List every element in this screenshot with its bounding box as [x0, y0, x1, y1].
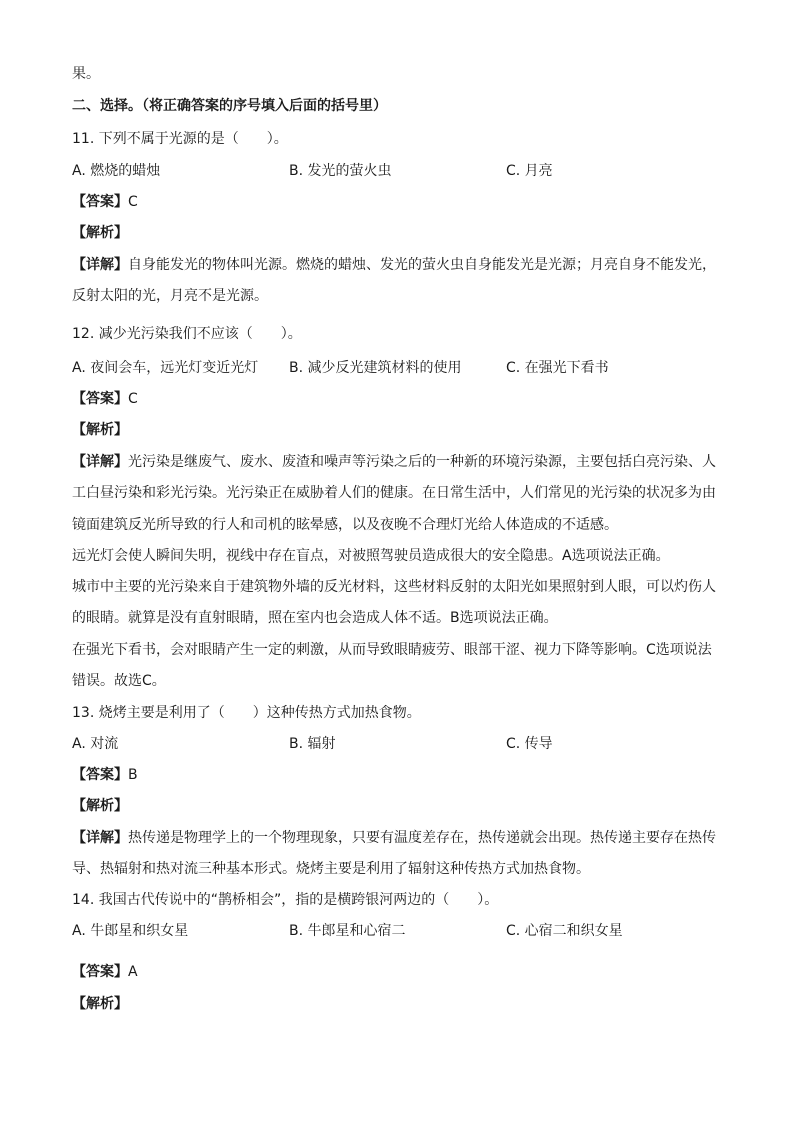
question-12-detail-line-1	[72, 453, 716, 471]
answer-value: C	[128, 391, 138, 407]
answer-value: C	[128, 194, 138, 210]
previous-answer-tail: 果。	[72, 66, 100, 82]
answer-tag: 【答案】	[72, 194, 128, 210]
question-14-answer	[72, 963, 138, 981]
question-11-detail-line-1	[72, 256, 716, 274]
answer-tag: 【答案】	[72, 767, 128, 783]
question-11-stem: 11. 下列不属于光源的是（ ）。	[72, 131, 288, 147]
question-14-option-a: A. 牛郎星和织女星	[72, 923, 189, 939]
question-13-detail-line-1	[72, 829, 716, 847]
question-13-option-c: C. 传导	[506, 736, 553, 752]
question-12-option-c: C. 在强光下看书	[506, 360, 609, 376]
question-12-detail-line-6: 的眼睛。就算是没有直射眼睛，照在室内也会造成人体不适。B选项说法正确。	[72, 610, 558, 626]
detail-tag: 【详解】	[72, 830, 128, 846]
question-12-detail-line-8: 错误。故选C。	[72, 673, 166, 689]
question-13-detail-line-2: 导、热辐射和热对流三种基本形式。烧烤主要是利用了辐射这种传热方式加热食物。	[72, 861, 590, 877]
question-12-option-b: B. 减少反光建筑材料的使用	[289, 360, 462, 376]
question-13-analysis-tag: 【解析】	[72, 798, 128, 814]
question-12-detail-line-4: 远光灯会使人瞬间失明，视线中存在盲点，对被照驾驶员造成很大的安全隐患。A选项说法正确。	[72, 548, 670, 564]
section-title: 二、选择。（将正确答案的序号填入后面的括号里）	[72, 98, 387, 114]
question-12-detail-line-3: 镜面建筑反光所导致的行人和司机的眩晕感，以及夜晚不合理灯光给人体造成的不适感。	[72, 517, 618, 533]
question-12-analysis-tag: 【解析】	[72, 422, 128, 438]
question-13-stem: 13. 烧烤主要是利用了（ ）这种传热方式加热食物。	[72, 705, 421, 721]
question-12-answer	[72, 390, 138, 408]
question-11-detail-line-2: 反射太阳的光，月亮不是光源。	[72, 288, 268, 304]
question-14-stem: 14. 我国古代传说中的“鹊桥相会”，指的是横跨银河两边的（ ）。	[72, 892, 499, 908]
question-13-option-b: B. 辐射	[289, 736, 336, 752]
question-11-answer	[72, 193, 138, 211]
detail-text: 热传递是物理学上的一个物理现象，只要有温度差存在，热传递就会出现。热传递主要存在热传	[128, 830, 716, 846]
question-13-option-a: A. 对流	[72, 736, 119, 752]
answer-value: B	[128, 767, 138, 783]
question-11-option-c: C. 月亮	[506, 163, 553, 179]
answer-value: A	[128, 964, 138, 980]
question-11-analysis-tag: 【解析】	[72, 225, 128, 241]
question-11-option-a: A. 燃烧的蜡烛	[72, 163, 161, 179]
detail-tag: 【详解】	[72, 454, 128, 470]
question-14-option-c: C. 心宿二和织女星	[506, 923, 623, 939]
detail-text: 光污染是继废气、废水、废渣和噪声等污染之后的一种新的环境污染源，主要包括白亮污染、人	[128, 454, 716, 470]
question-14-analysis-tag: 【解析】	[72, 996, 128, 1012]
question-12-detail-line-7: 在强光下看书，会对眼睛产生一定的刺激，从而导致眼睛疲劳、眼部干涩、视力下降等影响。C选项说法	[72, 642, 712, 658]
answer-tag: 【答案】	[72, 391, 128, 407]
question-14-option-b: B. 牛郎星和心宿二	[289, 923, 406, 939]
detail-tag: 【详解】	[72, 257, 128, 273]
answer-tag: 【答案】	[72, 964, 128, 980]
question-13-answer	[72, 766, 138, 784]
detail-text: 自身能发光的物体叫光源。燃烧的蜡烛、发光的萤火虫自身能发光是光源；月亮自身不能发光，	[128, 257, 716, 273]
question-11-option-b: B. 发光的萤火虫	[289, 163, 392, 179]
question-12-stem: 12. 减少光污染我们不应该（ ）。	[72, 326, 302, 342]
question-12-detail-line-2: 工白昼污染和彩光污染。光污染正在威胁着人们的健康。在日常生活中，人们常见的光污染的状况多为由	[72, 485, 716, 501]
question-12-detail-line-5: 城市中主要的光污染来自于建筑物外墙的反光材料，这些材料反射的太阳光如果照射到人眼，可以灼伤人	[72, 579, 716, 595]
question-12-option-a: A. 夜间会车，远光灯变近光灯	[72, 360, 259, 376]
